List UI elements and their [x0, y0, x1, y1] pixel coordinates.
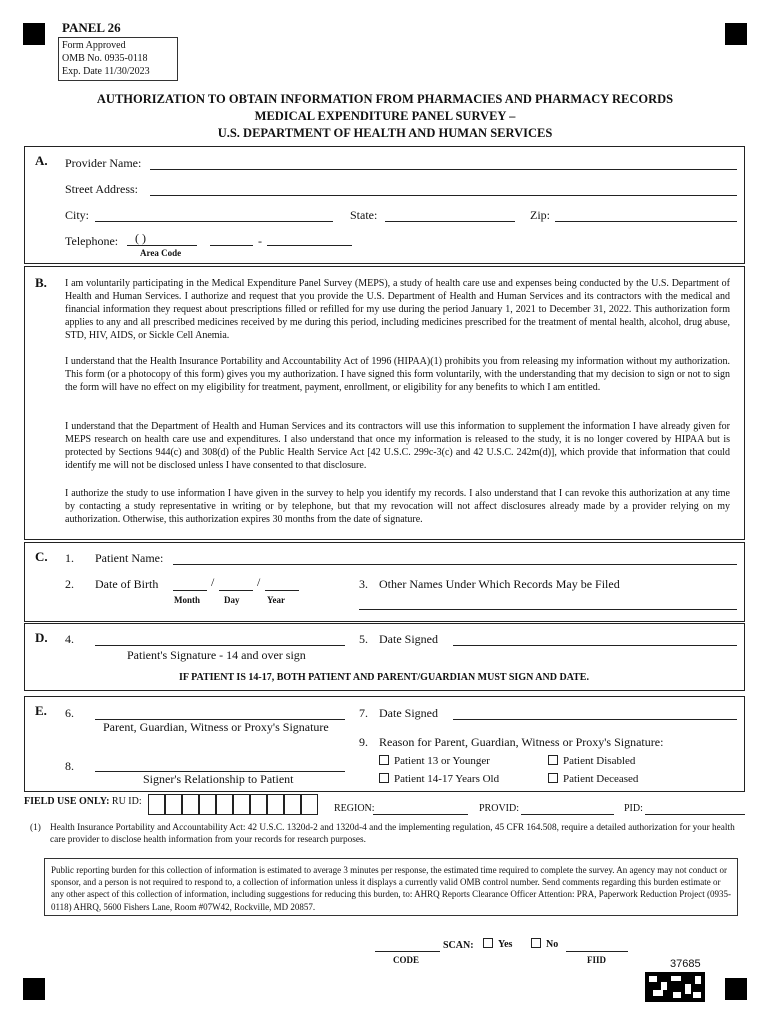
registration-mark-bottom-left — [23, 978, 45, 1000]
checkbox[interactable] — [379, 755, 389, 765]
omb-approval-box — [58, 37, 178, 81]
other-names-label: Other Names Under Which Records May be Filed — [379, 577, 620, 591]
reason-option[interactable] — [548, 773, 638, 785]
area-code-caption: Area Code — [140, 248, 182, 258]
patient-name-field[interactable] — [173, 564, 737, 565]
ru-id-box[interactable] — [267, 794, 284, 815]
month-caption: Month — [174, 595, 201, 605]
item-number: 8. — [65, 759, 74, 773]
section-letter: A. — [35, 153, 48, 168]
code-field[interactable] — [375, 951, 440, 952]
fiid-field[interactable] — [566, 951, 628, 952]
consent-paragraph: I am voluntarily participating in the Medical Expenditure Panel Survey (MEPS), a study of health care use and expenses being conducted by the U.S. Department of Health and Human Services. I authorize and request that you provide the U.S. Department of Health and Human Services and its contractors with the medical and financial information they request about prescriptions filled or refilled for my use during the period January 1, 2021 to December 31, 2022. This authorization form applies to any and all prescribed medicines received by me during this period, including medicines prescribed for the treatment of mental health, alcohol, drug abuse, STD, HIV, AIDS, or Sickle Cell Anemia. — [65, 278, 730, 341]
item-number: 9. — [359, 735, 368, 749]
phone-number-field[interactable] — [267, 245, 352, 246]
field-use-row — [24, 796, 142, 807]
registration-mark-top-right — [725, 23, 747, 45]
consent-paragraph: I authorize the study to use information I have given in the survey to help you identify my records. I also understand that I can revoke this authorization at any time by contacting a study representative in writing or by telephone, but that my revocation will not affect disclosures already made by a provider relying on my authorization. Otherwise, this authorization expires 30 months from the date of signature. — [65, 488, 730, 525]
section-e — [24, 696, 745, 792]
zip-label: Zip: — [530, 208, 550, 222]
ru-id-box[interactable] — [182, 794, 199, 815]
date-slash: / — [257, 575, 261, 589]
title-line: MEDICAL EXPENDITURE PANEL SURVEY – — [254, 109, 516, 123]
other-names-field[interactable] — [359, 609, 737, 610]
checkbox[interactable] — [531, 938, 541, 948]
section-letter: E. — [35, 703, 47, 718]
date-signed-field[interactable] — [453, 645, 737, 646]
approval-line: Exp. Date 11/30/2023 — [62, 66, 150, 77]
item-number: 6. — [65, 706, 74, 720]
dob-day-field[interactable] — [219, 590, 253, 591]
title-line: U.S. DEPARTMENT OF HEALTH AND HUMAN SERVICES — [217, 126, 553, 140]
form-number: 37685 — [670, 958, 701, 970]
section-c — [24, 542, 745, 622]
option-label: Patient Disabled — [563, 755, 636, 767]
region-label: REGION: — [334, 803, 375, 814]
option-label: No — [546, 939, 559, 950]
patient-signature-field[interactable] — [95, 645, 345, 646]
option-label: Patient Deceased — [563, 773, 639, 785]
ru-id-box[interactable] — [148, 794, 165, 815]
checkbox[interactable] — [548, 755, 558, 765]
checkbox[interactable] — [379, 773, 389, 783]
field-use-label: FIELD USE ONLY: — [24, 796, 110, 807]
day-caption: Day — [224, 595, 240, 605]
section-a — [24, 146, 745, 264]
ru-id-box[interactable] — [216, 794, 233, 815]
section-d — [24, 623, 745, 691]
option-label: Yes — [498, 939, 513, 950]
provid-field[interactable] — [521, 814, 614, 815]
footnote — [30, 822, 745, 846]
barcode-icon — [645, 972, 705, 1002]
section-letter: C. — [35, 549, 48, 564]
checkbox[interactable] — [483, 938, 493, 948]
checkbox[interactable] — [548, 773, 558, 783]
city-field[interactable] — [95, 221, 333, 222]
telephone-label: Telephone: — [65, 234, 119, 248]
reason-option[interactable] — [379, 773, 499, 785]
street-address-field[interactable] — [150, 195, 737, 196]
scan-no-option[interactable] — [531, 938, 558, 950]
option-label: Patient 13 or Younger — [394, 755, 490, 767]
pid-field[interactable] — [645, 814, 745, 815]
title-line: AUTHORIZATION TO OBTAIN INFORMATION FROM PHARMACIES AND PHARMACY RECORDS — [96, 92, 674, 106]
state-label: State: — [350, 208, 378, 222]
street-address-label: Street Address: — [65, 182, 138, 196]
reason-option[interactable] — [548, 755, 635, 767]
zip-field[interactable] — [555, 221, 737, 222]
ru-id-box[interactable] — [233, 794, 250, 815]
provid-label: PROVID: — [479, 803, 520, 814]
guardian-date-signed-field[interactable] — [453, 719, 737, 720]
date-signed-label: Date Signed — [379, 632, 438, 646]
item-number: 7. — [359, 706, 368, 720]
registration-mark-top-left — [23, 23, 45, 45]
region-field[interactable] — [373, 814, 468, 815]
area-code-field[interactable] — [127, 245, 197, 246]
panel-label: PANEL 26 — [62, 20, 121, 35]
date-signed-label: Date Signed — [379, 706, 438, 720]
approval-line: Form Approved — [62, 40, 126, 51]
item-number: 5. — [359, 632, 368, 646]
item-number: 2. — [65, 577, 74, 591]
reason-option[interactable] — [379, 755, 490, 767]
phone-prefix-field[interactable] — [210, 245, 253, 246]
provider-name-label: Provider Name: — [65, 156, 142, 170]
phone-dash: - — [258, 234, 262, 248]
city-label: City: — [65, 208, 90, 222]
approval-line: OMB No. 0935-0118 — [62, 53, 148, 64]
ru-id-box[interactable] — [165, 794, 182, 815]
ru-id-box[interactable] — [199, 794, 216, 815]
footnote-text: Health Insurance Portability and Accountability Act: 42 U.S.C. 1320d-2 and 1320d-4 and the implementing regulation, 45 CFR 164.508, require a detailed authorization for your health care provider to disclose health information from your records for research purposes. — [50, 823, 735, 845]
code-caption: CODE — [393, 955, 420, 965]
ru-id-box[interactable] — [250, 794, 267, 815]
patient-name-label: Patient Name: — [95, 551, 164, 565]
dob-year-field[interactable] — [265, 590, 299, 591]
provider-name-field[interactable] — [150, 169, 737, 170]
scan-yes-option[interactable] — [483, 938, 512, 950]
parent-signature-caption: Parent, Guardian, Witness or Proxy's Signature — [103, 720, 329, 734]
form-title — [0, 91, 770, 142]
section-letter: B. — [35, 275, 47, 290]
item-number: 4. — [65, 632, 74, 646]
pid-label: PID: — [624, 803, 643, 814]
date-of-birth-label: Date of Birth — [95, 577, 159, 591]
section-b — [24, 266, 745, 540]
area-code-paren: ( ) — [135, 231, 146, 245]
burden-statement: Public reporting burden for this collection of information is estimated to average 3 minutes per response, the estimated time required to complete the survey. An agency may not conduct or sponsor, and a person is not required to respond to, a collection of information unless it displays a currently valid OMB control number. Send comments regarding this burden estimate or any other aspect of this collection of information, including suggestions for reducing this burden, to: AHRQ Reports Clearance Officer Attention: PRA, Paperwork Reduction Project (0935-0118) AHRQ, 5600 Fishers Lane, Room #07W42, Rockville, MD 20857. — [44, 858, 738, 916]
item-number: 3. — [359, 577, 368, 591]
relationship-caption: Signer's Relationship to Patient — [143, 772, 294, 786]
ru-id-box[interactable] — [284, 794, 301, 815]
ru-id-label: RU ID: — [111, 796, 142, 807]
guardian-notice: IF PATIENT IS 14-17, BOTH PATIENT AND PARENT/GUARDIAN MUST SIGN AND DATE. — [179, 672, 589, 683]
dob-month-field[interactable] — [173, 590, 207, 591]
state-field[interactable] — [385, 221, 515, 222]
section-letter: D. — [35, 630, 48, 645]
scan-label: SCAN: — [443, 940, 474, 951]
fiid-caption: FIID — [587, 955, 607, 965]
reason-label: Reason for Parent, Guardian, Witness or Proxy's Signature: — [379, 735, 664, 749]
item-number: 1. — [65, 551, 74, 565]
consent-paragraph: I understand that the Health Insurance Portability and Accountability Act of 1996 (HIPAA)(1) prohibits you from releasing my information without my authorization. This form (or a photocopy of this form) gives you my authorization. I have signed this form voluntarily, with the understanding that my decision to sign or not to sign the form will have no effect on my eligibility for treatment, payment, enrollment, or eligibility for any benefits to which I am entitled. — [65, 356, 730, 393]
date-slash: / — [211, 575, 215, 589]
registration-mark-bottom-right — [725, 978, 747, 1000]
footnote-number: (1) — [30, 823, 41, 833]
ru-id-box[interactable] — [301, 794, 318, 815]
year-caption: Year — [267, 595, 285, 605]
patient-signature-caption: Patient's Signature - 14 and over sign — [127, 648, 306, 662]
option-label: Patient 14-17 Years Old — [394, 773, 500, 785]
consent-paragraph: I understand that the Department of Health and Human Services and its contractors will use this information to supplement the information I have already given for MEPS research on health care use and expenditures. I also understand that once my information is released to the study, it is no longer covered by HIPAA but is protected by Sections 944(c) and 308(d) of the Public Health Service Act [42 U.S.C. 299c-3(c) and 42 U.S.C. 242m(d)], which provide that information that could identify me will not be disclosed unless I have consented to that disclosure. — [65, 421, 730, 471]
